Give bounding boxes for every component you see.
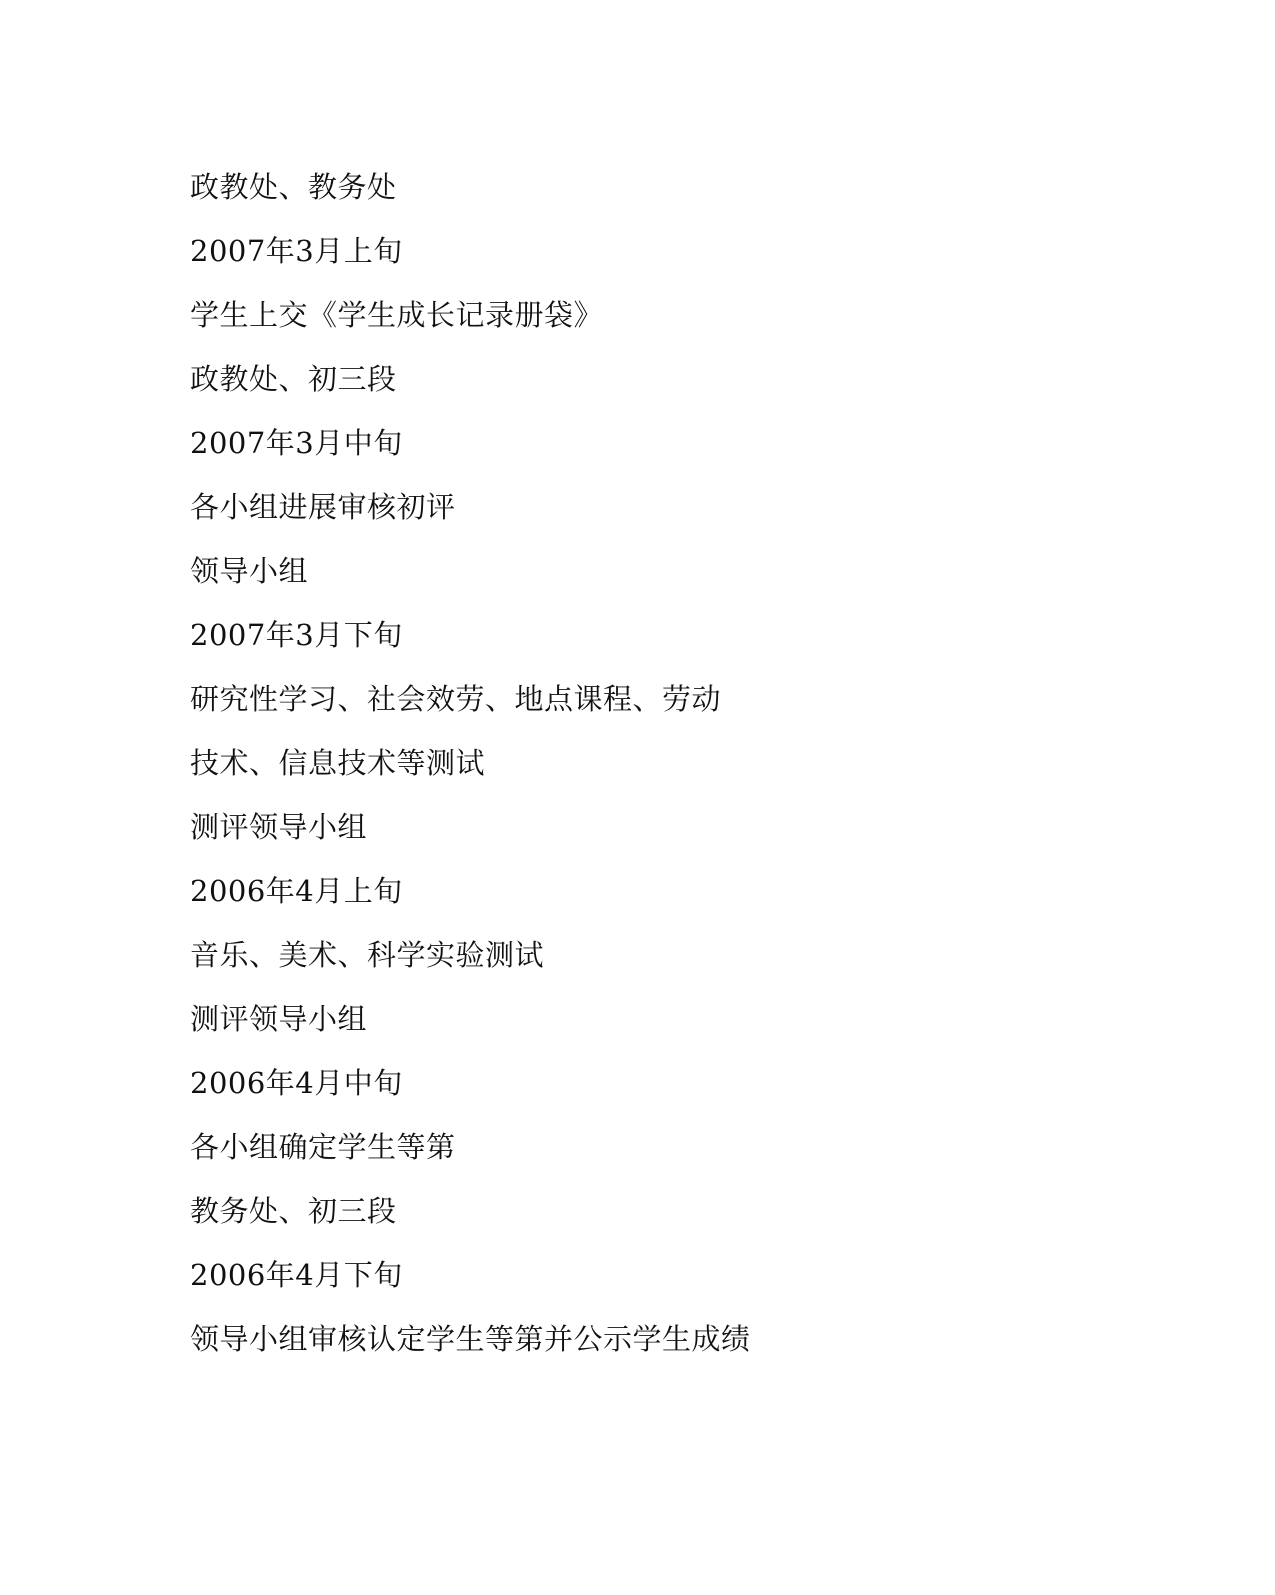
- text-line: 测评领导小组: [190, 810, 368, 844]
- text-line: 2007年3月下旬: [190, 618, 403, 652]
- text-line: 2006年4月上旬: [190, 874, 403, 908]
- text-line: 各小组确定学生等第: [190, 1130, 456, 1164]
- text-line: 2007年3月中旬: [190, 426, 403, 460]
- document-body: [190, 162, 1190, 1378]
- text-line: 政教处、初三段: [190, 362, 397, 396]
- text-line: 各小组进展审核初评: [190, 490, 456, 524]
- text-line: 领导小组: [190, 554, 309, 588]
- text-line: 政教处、教务处: [190, 170, 397, 204]
- text-line: 技术、信息技术等测试: [190, 746, 486, 780]
- text-line: 学生上交《学生成长记录册袋》: [190, 298, 604, 332]
- text-line: 音乐、美术、科学实验测试: [190, 938, 545, 972]
- text-line: 领导小组审核认定学生等第并公示学生成绩: [190, 1322, 751, 1356]
- text-line: 2007年3月上旬: [190, 234, 403, 268]
- text-line: 2006年4月下旬: [190, 1258, 403, 1292]
- text-line: 研究性学习、社会效劳、地点课程、劳动: [190, 682, 722, 716]
- text-line: 教务处、初三段: [190, 1194, 397, 1228]
- text-line: 2006年4月中旬: [190, 1066, 403, 1100]
- text-line: 测评领导小组: [190, 1002, 368, 1036]
